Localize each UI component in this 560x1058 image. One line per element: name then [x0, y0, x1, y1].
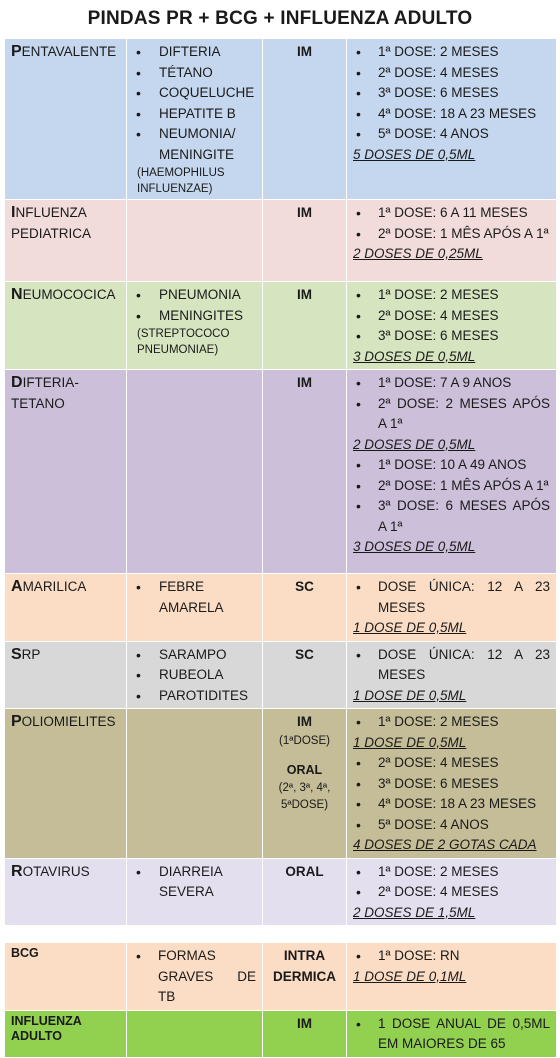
route-cell: IM	[263, 282, 347, 370]
diseases-cell	[127, 282, 263, 370]
dose-total: 2 DOSES DE 0,5ML	[353, 436, 476, 452]
diseases-cell	[127, 1010, 263, 1057]
route-cell: SC	[263, 641, 347, 709]
table-row-neumococica	[5, 282, 557, 370]
list-item: • FEBRE AMARELA	[133, 577, 256, 618]
diseases-cell	[127, 200, 263, 282]
vaccine-name: SRP	[5, 641, 127, 709]
list-item: • DOSE ÚNICA: 12 A 23 MESES	[353, 645, 550, 686]
route-cell	[263, 709, 347, 859]
diseases-cell	[127, 641, 263, 709]
disease-note: (HAEMOPHILUS INFLUENZAE)	[137, 167, 225, 195]
vaccine-name: ROTAVIRUS	[5, 858, 127, 926]
doses-cell	[347, 574, 557, 642]
list-item: • RUBEOLA	[133, 665, 256, 686]
doses-cell	[347, 641, 557, 709]
doses-cell	[347, 200, 557, 282]
dose-total: 5 DOSES DE 0,5ML	[353, 146, 476, 162]
route-cell: IM	[263, 200, 347, 282]
dose-total: 1 DOSE DE 0,1ML	[353, 968, 467, 984]
list-item: • COQUELUCHE	[133, 83, 256, 104]
page-title: PINDAS PR + BCG + INFLUENZA ADULTO	[87, 8, 473, 29]
table-row-influenza-adulto	[5, 1010, 557, 1057]
route-cell: SC	[263, 574, 347, 642]
list-item: • HEPATITE B	[133, 104, 256, 125]
diseases-cell	[127, 39, 263, 200]
list-item: • 1ª DOSE: 2 MESES	[353, 285, 550, 306]
route-cell: IM	[263, 39, 347, 200]
route-note: (1ªDOSE)	[279, 734, 330, 747]
table-row-rotavirus	[5, 858, 557, 926]
list-item: • 2ª DOSE: 4 MESES	[353, 306, 550, 327]
list-item: • DOSE ÚNICA: 12 A 23 MESES	[353, 577, 550, 618]
list-item: • 1ª DOSE: 2 MESES	[353, 862, 550, 883]
list-item: • 5ª DOSE: 4 ANOS	[353, 815, 550, 836]
diseases-cell	[127, 370, 263, 574]
list-item: • 2ª DOSE: 4 MESES	[353, 63, 550, 84]
diseases-cell	[127, 858, 263, 926]
list-item: • 1ª DOSE: 10 A 49 ANOS	[353, 455, 550, 476]
list-item: • 1ª DOSE: 6 A 11 MESES	[353, 203, 550, 224]
dose-total: 4 DOSES DE 2 GOTAS CADA	[353, 837, 537, 852]
vaccine-name: INFLUENZA ADULTO	[5, 1010, 127, 1057]
list-item: • DIARREIA SEVERA	[133, 862, 256, 903]
diseases-cell	[127, 943, 263, 1011]
vaccine-table	[4, 38, 557, 1058]
vaccine-name: DIFTERIA-TETANO	[5, 370, 127, 574]
table-row-bcg	[5, 943, 557, 1011]
doses-cell	[347, 709, 557, 859]
list-item: • 4ª DOSE: 18 A 23 MESES	[353, 104, 550, 125]
list-item: • PNEUMONIA	[133, 285, 256, 306]
dose-total: 3 DOSES DE 0,5ML	[353, 348, 476, 364]
dose-total: 2 DOSES DE 1,5ML	[353, 904, 476, 920]
list-item: • 3ª DOSE: 6 MESES	[353, 326, 550, 347]
doses-cell	[347, 943, 557, 1011]
doses-cell	[347, 282, 557, 370]
list-item: • 1ª DOSE: 2 MESES	[353, 42, 550, 63]
route-cell: ORAL	[263, 858, 347, 926]
table-row-amarilica	[5, 574, 557, 642]
list-item: • 2ª DOSE: 1 MÊS APÓS A 1ª	[353, 476, 550, 497]
table-row-srp	[5, 641, 557, 709]
list-item: • 1ª DOSE: 2 MESES	[353, 712, 550, 733]
vaccine-name: BCG	[5, 943, 127, 1011]
table-row-difteria-tetano	[5, 370, 557, 574]
vaccine-name: NEUMOCOCICA	[5, 282, 127, 370]
list-item: • 2ª DOSE: 1 MÊS APÓS A 1ª	[353, 224, 550, 245]
list-item: • MENINGITES	[133, 306, 256, 327]
list-item: • TÉTANO	[133, 63, 256, 84]
list-item: • SARAMPO	[133, 645, 256, 666]
table-row-pentavalente	[5, 39, 557, 200]
vaccine-name: POLIOMIELITES	[5, 709, 127, 859]
list-item: • 1 DOSE ANUAL DE 0,5ML EM MAIORES DE 65	[353, 1014, 550, 1055]
table-row-poliomielites	[5, 709, 557, 859]
route-note: (2ª, 3ª, 4ª, 5ªDOSE)	[278, 782, 331, 811]
diseases-cell	[127, 709, 263, 859]
list-item: • 3ª DOSE: 6 MESES	[353, 774, 550, 795]
dose-total: 3 DOSES DE 0,5ML	[353, 539, 476, 554]
dose-total: 1 DOSE DE 0,5ML	[353, 734, 467, 750]
dose-total: 1 DOSE DE 0,5ML	[353, 620, 467, 635]
doses-cell	[347, 1010, 557, 1057]
list-item: • 4ª DOSE: 18 A 23 MESES	[353, 794, 550, 815]
disease-note: (STREPTOCOCO PNEUMONIAE)	[137, 328, 230, 356]
dose-total: 1 DOSE DE 0,5ML	[353, 687, 467, 703]
doses-cell	[347, 858, 557, 926]
list-item: • 3ª DOSE: 6 MESES APÓS A 1ª	[353, 496, 550, 537]
dose-total: 2 DOSES DE 0,25ML	[353, 246, 483, 261]
vaccine-name: PENTAVALENTE	[5, 39, 127, 200]
list-item: • 2ª DOSE: 4 MESES	[353, 882, 550, 903]
route-cell: INTRA DERMICA	[263, 943, 347, 1011]
list-item: • DIFTERIA	[133, 42, 256, 63]
list-item: • 3ª DOSE: 6 MESES	[353, 83, 550, 104]
list-item: • PAROTIDITES	[133, 686, 256, 707]
route-label: ORAL	[286, 762, 323, 777]
diseases-cell	[127, 574, 263, 642]
list-item: • 2ª DOSE: 2 MESES APÓS A 1ª	[353, 394, 550, 435]
doses-cell	[347, 39, 557, 200]
list-item: • 5ª DOSE: 4 ANOS	[353, 124, 550, 145]
list-item: • NEUMONIA/ MENINGITE	[133, 124, 256, 165]
list-item: • FORMAS GRAVES DE TB	[133, 946, 256, 1008]
route-cell: IM	[263, 370, 347, 574]
route-cell: IM	[263, 1010, 347, 1057]
route-label: IM	[297, 714, 312, 729]
vaccine-name: AMARILICA	[5, 574, 127, 642]
table-row-influenza-pediatrica	[5, 200, 557, 282]
vaccine-name: INFLUENZA PEDIATRICA	[5, 200, 127, 282]
spacer-row	[5, 926, 557, 943]
list-item: • 1ª DOSE: 7 A 9 ANOS	[353, 373, 550, 394]
list-item: • 1ª DOSE: RN	[353, 946, 550, 967]
doses-cell	[347, 370, 557, 574]
list-item: • 2ª DOSE: 4 MESES	[353, 753, 550, 774]
